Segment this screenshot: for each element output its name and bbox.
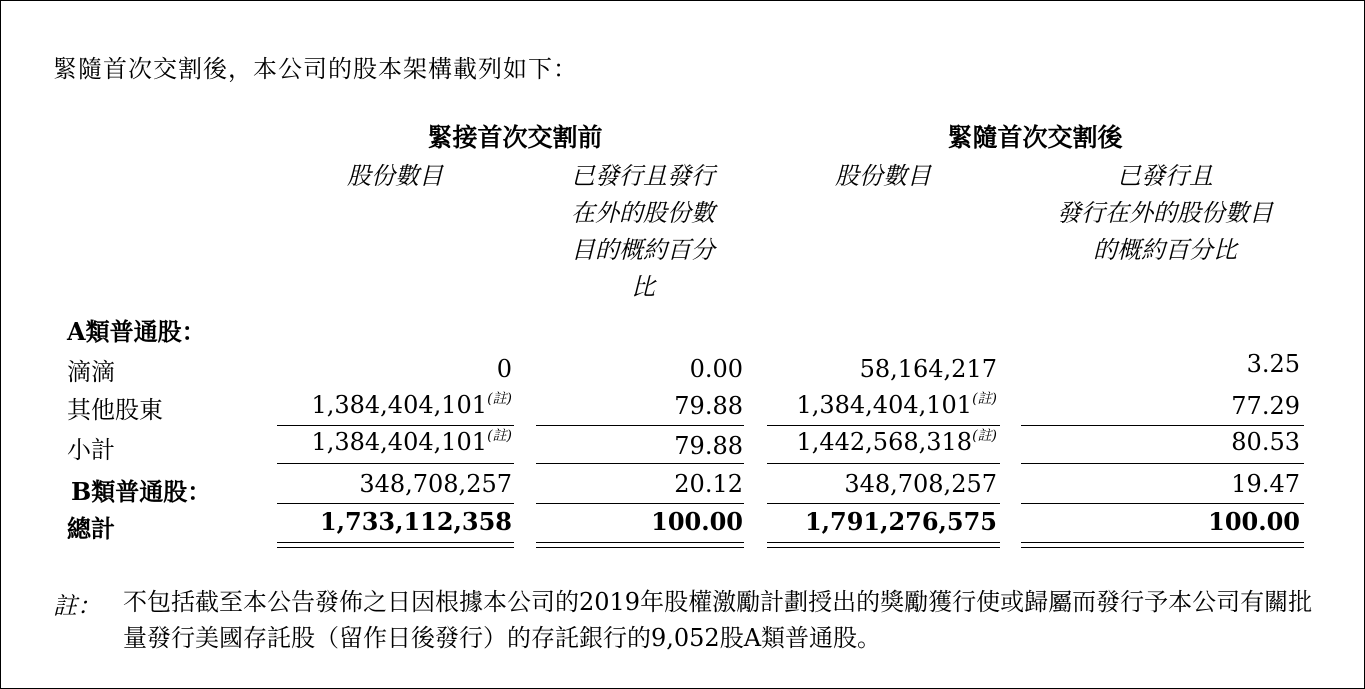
header-pct-before-line: 在外的股份數: [571, 199, 715, 227]
pct-before-cell: 79.88: [674, 392, 743, 420]
pct-after-cell: 3.25: [1246, 350, 1300, 378]
header-shares-after: 股份數目: [835, 162, 931, 190]
total-double-rule: [1021, 542, 1304, 548]
pct-before-cell: 79.88: [674, 432, 743, 460]
header-pct-after-line: 已發行且: [1117, 162, 1213, 190]
header-pct-before-line: 比: [631, 273, 655, 301]
shares-before-cell: 0: [496, 355, 512, 383]
row-label: 小計: [67, 436, 115, 464]
total-rule: [536, 503, 744, 504]
note-reference: (註): [487, 391, 512, 407]
note-reference: (註): [487, 428, 512, 444]
section-rule: [767, 463, 1000, 464]
shares-after-cell: 58,164,217: [859, 355, 997, 383]
row-label: 滴滴: [67, 358, 115, 386]
header-before-initial-closing: 緊接首次交割前: [427, 123, 603, 152]
shares-value: 1,384,404,101: [796, 391, 973, 419]
section-rule: [536, 463, 744, 464]
row-label: 總計: [67, 514, 115, 543]
total-rule: [1021, 503, 1304, 504]
pct-after-cell: 80.53: [1231, 428, 1300, 456]
section-class-a-label: A類普通股：: [67, 317, 206, 346]
header-pct-after: [1025, 158, 1305, 269]
pct-after-cell: 100.00: [1208, 507, 1300, 536]
header-pct-after-line: 發行在外的股份數目: [1057, 199, 1273, 227]
note-reference: (註): [972, 428, 997, 444]
shares-before-cell: 348,708,257: [359, 470, 512, 498]
row-label: B類普通股：: [71, 477, 212, 506]
shares-before-cell: [311, 428, 512, 456]
pct-after-cell: 77.29: [1231, 392, 1300, 420]
shares-value: 1,384,404,101: [311, 428, 488, 456]
header-after-initial-closing: 緊隨首次交割後: [947, 123, 1123, 152]
shares-after-cell: 1,791,276,575: [804, 507, 997, 536]
shares-value: 1,384,404,101: [311, 391, 488, 419]
header-pct-before: [548, 158, 738, 306]
total-double-rule: [767, 542, 1000, 548]
section-rule: [1021, 463, 1304, 464]
subtotal-rule: [767, 425, 1000, 426]
shares-before-cell: 1,733,112,358: [319, 507, 512, 536]
total-double-rule: [277, 542, 514, 548]
header-pct-before-line: 目的概約百分: [571, 236, 715, 264]
pct-before-cell: 20.12: [674, 470, 743, 498]
note-marker: 註：: [53, 592, 101, 620]
total-rule: [767, 503, 1000, 504]
note-reference: (註): [972, 391, 997, 407]
intro-text: 緊隨首次交割後，本公司的股本架構載列如下：: [53, 55, 578, 83]
pct-after-cell: 19.47: [1231, 470, 1300, 498]
shares-value: 1,442,568,318: [796, 428, 973, 456]
total-double-rule: [536, 542, 744, 548]
shares-after-cell: 348,708,257: [844, 470, 997, 498]
shares-before-cell: [311, 391, 512, 419]
header-shares-before: 股份數目: [347, 162, 443, 190]
header-pct-after-line: 的概約百分比: [1093, 236, 1237, 264]
row-label: 其他股東: [67, 396, 163, 424]
pct-before-cell: 100.00: [651, 507, 743, 536]
pct-before-cell: 0.00: [689, 355, 743, 383]
shares-after-cell: [796, 391, 997, 419]
section-rule: [277, 463, 514, 464]
subtotal-rule: [1021, 425, 1304, 426]
subtotal-rule: [277, 425, 514, 426]
shares-after-cell: [796, 428, 997, 456]
header-pct-before-line: 已發行且發行: [571, 162, 715, 190]
total-rule: [277, 503, 514, 504]
note-text: 不包括截至本公告發佈之日因根據本公司的2019年股權激勵計劃授出的獎勵獲行使或歸屬而發行予本公司有關批量發行美國存託股（留作日後發行）的存託銀行的9,052股A類普通股。: [123, 588, 1313, 652]
subtotal-rule: [536, 425, 744, 426]
